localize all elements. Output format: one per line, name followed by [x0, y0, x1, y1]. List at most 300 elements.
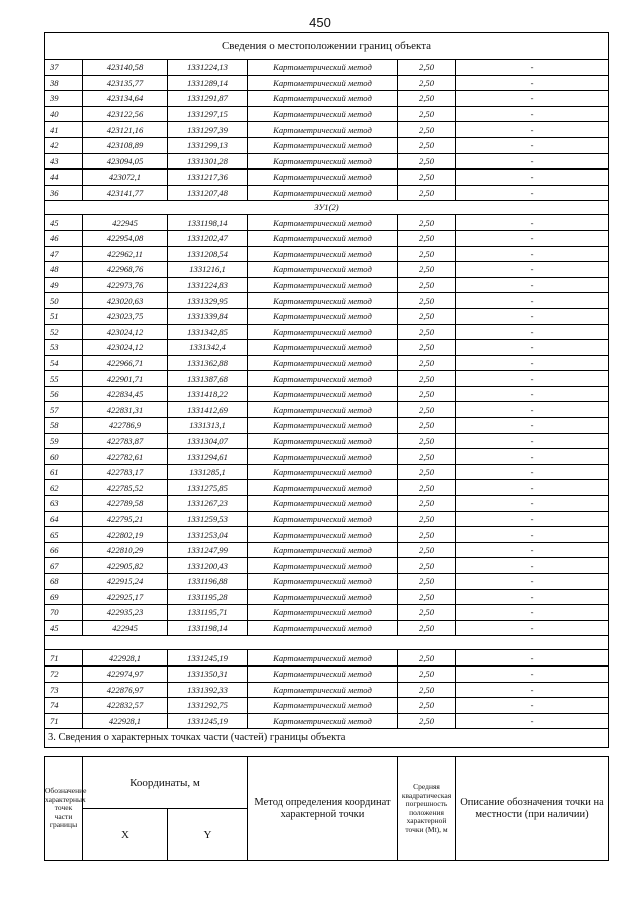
mean-error: 2,50: [398, 246, 456, 262]
description: -: [456, 324, 609, 340]
method: Картометрический метод: [248, 589, 398, 605]
description: -: [456, 713, 609, 729]
coord-x: 422966,71: [83, 355, 168, 371]
method: Картометрический метод: [248, 464, 398, 480]
description: -: [456, 542, 609, 558]
coord-x: 422945: [83, 215, 168, 231]
mean-error: 2,50: [398, 215, 456, 231]
zu-label: ЗУ1(2): [45, 201, 609, 215]
description: -: [456, 511, 609, 527]
table-row: [45, 650, 609, 666]
table-row: [45, 308, 609, 324]
table-row: [45, 480, 609, 496]
coord-y: 1331291,87: [168, 91, 248, 107]
point-number: 63: [45, 496, 83, 512]
coord-y: 1331202,47: [168, 230, 248, 246]
coord-y: 1331224,83: [168, 277, 248, 293]
point-number: 50: [45, 293, 83, 309]
mean-error: 2,50: [398, 682, 456, 698]
point-number: 61: [45, 464, 83, 480]
method: Картометрический метод: [248, 293, 398, 309]
header-description: Описание обозначения точки на местности (при наличии): [456, 757, 609, 861]
method: Картометрический метод: [248, 682, 398, 698]
point-number: 36: [45, 185, 83, 201]
table-title: Сведения о местоположении границ объекта: [45, 33, 609, 60]
mean-error: 2,50: [398, 75, 456, 91]
header-mean-error: Средняя квадратическая погрешность положения характерной точки (Mt), м: [398, 757, 456, 861]
table-row: [45, 511, 609, 527]
description: -: [456, 308, 609, 324]
coord-x: 422831,31: [83, 402, 168, 418]
description: -: [456, 185, 609, 201]
mean-error: 2,50: [398, 558, 456, 574]
coord-x: 423135,77: [83, 75, 168, 91]
point-number: 54: [45, 355, 83, 371]
table-row: [45, 185, 609, 201]
point-number: 59: [45, 433, 83, 449]
coord-x: 423141,77: [83, 185, 168, 201]
table-row: [45, 682, 609, 698]
point-number: 56: [45, 386, 83, 402]
mean-error: 2,50: [398, 371, 456, 387]
method: Картометрический метод: [248, 605, 398, 621]
method: Картометрический метод: [248, 106, 398, 122]
mean-error: 2,50: [398, 169, 456, 185]
coord-x: 422783,87: [83, 433, 168, 449]
coord-y: 1331301,28: [168, 153, 248, 169]
method: Картометрический метод: [248, 169, 398, 185]
coord-x: 422786,9: [83, 418, 168, 434]
mean-error: 2,50: [398, 277, 456, 293]
table-row: [45, 277, 609, 293]
coord-x: 422783,17: [83, 464, 168, 480]
method: Картометрический метод: [248, 91, 398, 107]
table-row: [45, 75, 609, 91]
coord-y: 1331387,68: [168, 371, 248, 387]
page-number: 450: [309, 15, 331, 30]
coord-x: 423108,89: [83, 137, 168, 153]
table-row: [45, 60, 609, 76]
method: Картометрический метод: [248, 511, 398, 527]
table-row: [45, 713, 609, 729]
mean-error: 2,50: [398, 589, 456, 605]
point-number: 53: [45, 340, 83, 356]
method: Картометрический метод: [248, 355, 398, 371]
method: Картометрический метод: [248, 480, 398, 496]
mean-error: 2,50: [398, 106, 456, 122]
method: Картометрический метод: [248, 558, 398, 574]
method: Картометрический метод: [248, 215, 398, 231]
description: -: [456, 106, 609, 122]
coord-y: 1331247,99: [168, 542, 248, 558]
mean-error: 2,50: [398, 449, 456, 465]
table-row: [45, 340, 609, 356]
coord-y: 1331259,53: [168, 511, 248, 527]
description: -: [456, 386, 609, 402]
mean-error: 2,50: [398, 185, 456, 201]
description: -: [456, 91, 609, 107]
method: Картометрический метод: [248, 340, 398, 356]
point-number: 55: [45, 371, 83, 387]
header-point-designation: Обозначение характерных точек части границы: [45, 757, 83, 861]
method: Картометрический метод: [248, 496, 398, 512]
mean-error: 2,50: [398, 511, 456, 527]
coord-y: 1331292,75: [168, 698, 248, 714]
mean-error: 2,50: [398, 650, 456, 666]
separator: [45, 636, 609, 650]
description: -: [456, 371, 609, 387]
point-number: 66: [45, 542, 83, 558]
coord-x: 422834,45: [83, 386, 168, 402]
mean-error: 2,50: [398, 433, 456, 449]
coord-y: 1331245,19: [168, 713, 248, 729]
coord-x: 423024,12: [83, 340, 168, 356]
coord-y: 1331198,14: [168, 215, 248, 231]
table-row: [45, 246, 609, 262]
mean-error: 2,50: [398, 386, 456, 402]
point-number: 46: [45, 230, 83, 246]
point-number: 62: [45, 480, 83, 496]
description: -: [456, 60, 609, 76]
description: -: [456, 558, 609, 574]
method: Картометрический метод: [248, 418, 398, 434]
coord-y: 1331342,85: [168, 324, 248, 340]
mean-error: 2,50: [398, 620, 456, 636]
method: Картометрический метод: [248, 698, 398, 714]
coord-y: 1331208,54: [168, 246, 248, 262]
coord-x: 422945: [83, 620, 168, 636]
coord-y: 1331299,13: [168, 137, 248, 153]
section-heading: 3. Сведения о характерных точках части (частей) границы объекта: [45, 729, 609, 748]
coord-y: 1331362,88: [168, 355, 248, 371]
coord-x: 422905,82: [83, 558, 168, 574]
coord-y: 1331216,1: [168, 262, 248, 278]
mean-error: 2,50: [398, 574, 456, 590]
section-heading-row: [45, 729, 609, 748]
method: Картометрический метод: [248, 666, 398, 682]
point-number: 67: [45, 558, 83, 574]
table-row: [45, 293, 609, 309]
coord-x: 422925,17: [83, 589, 168, 605]
description: -: [456, 137, 609, 153]
point-number: 69: [45, 589, 83, 605]
coord-y: 1331217,36: [168, 169, 248, 185]
coord-y: 1331392,33: [168, 682, 248, 698]
table-row: [45, 464, 609, 480]
method: Картометрический метод: [248, 542, 398, 558]
description: -: [456, 589, 609, 605]
coord-x: 422832,57: [83, 698, 168, 714]
description: -: [456, 449, 609, 465]
point-number: 58: [45, 418, 83, 434]
point-number: 39: [45, 91, 83, 107]
point-number: 74: [45, 698, 83, 714]
mean-error: 2,50: [398, 496, 456, 512]
table-row: [45, 558, 609, 574]
table-row: [45, 449, 609, 465]
mean-error: 2,50: [398, 308, 456, 324]
description: -: [456, 153, 609, 169]
mean-error: 2,50: [398, 60, 456, 76]
coord-x: 422968,76: [83, 262, 168, 278]
coord-x: 422915,24: [83, 574, 168, 590]
zu-label-row: [45, 201, 609, 215]
coord-x: 423072,1: [83, 169, 168, 185]
point-number: 44: [45, 169, 83, 185]
method: Картометрический метод: [248, 324, 398, 340]
method: Картометрический метод: [248, 650, 398, 666]
coord-x: 422974,97: [83, 666, 168, 682]
coord-y: 1331195,71: [168, 605, 248, 621]
coord-y: 1331285,1: [168, 464, 248, 480]
mean-error: 2,50: [398, 666, 456, 682]
coord-y: 1331297,15: [168, 106, 248, 122]
description: -: [456, 620, 609, 636]
coord-x: 422810,29: [83, 542, 168, 558]
table-row: [45, 230, 609, 246]
mean-error: 2,50: [398, 324, 456, 340]
coord-x: 423122,56: [83, 106, 168, 122]
coord-y: 1331200,43: [168, 558, 248, 574]
coord-y: 1331224,13: [168, 60, 248, 76]
description: -: [456, 293, 609, 309]
point-number: 43: [45, 153, 83, 169]
coord-y: 1331304,07: [168, 433, 248, 449]
table-row: [45, 418, 609, 434]
description: -: [456, 246, 609, 262]
coord-y: 1331275,85: [168, 480, 248, 496]
method: Картометрический метод: [248, 449, 398, 465]
point-number: 45: [45, 620, 83, 636]
description: -: [456, 75, 609, 91]
table-row: [45, 666, 609, 682]
table-row: [45, 574, 609, 590]
point-number: 47: [45, 246, 83, 262]
coord-y: 1331198,14: [168, 620, 248, 636]
method: Картометрический метод: [248, 75, 398, 91]
method: Картометрический метод: [248, 527, 398, 543]
point-number: 71: [45, 713, 83, 729]
table-row: [45, 620, 609, 636]
table-row: [45, 355, 609, 371]
mean-error: 2,50: [398, 122, 456, 138]
table-row: [45, 153, 609, 169]
separator-row: [45, 636, 609, 650]
description: -: [456, 418, 609, 434]
coord-y: 1331350,31: [168, 666, 248, 682]
description: -: [456, 698, 609, 714]
header-coordinates: Координаты, м: [83, 757, 248, 809]
description: -: [456, 682, 609, 698]
method: Картометрический метод: [248, 262, 398, 278]
method: Картометрический метод: [248, 246, 398, 262]
table-row: [45, 324, 609, 340]
table-row: [45, 137, 609, 153]
mean-error: 2,50: [398, 713, 456, 729]
coord-y: 1331207,48: [168, 185, 248, 201]
coord-y: 1331342,4: [168, 340, 248, 356]
method: Картометрический метод: [248, 620, 398, 636]
coord-x: 422789,58: [83, 496, 168, 512]
coord-y: 1331253,04: [168, 527, 248, 543]
table-row: [45, 91, 609, 107]
coord-x: 423094,05: [83, 153, 168, 169]
table-row: [45, 106, 609, 122]
method: Картометрический метод: [248, 230, 398, 246]
description: -: [456, 496, 609, 512]
table-row: [45, 122, 609, 138]
description: -: [456, 215, 609, 231]
coord-x: 423134,64: [83, 91, 168, 107]
coord-x: 423024,12: [83, 324, 168, 340]
mean-error: 2,50: [398, 355, 456, 371]
mean-error: 2,50: [398, 605, 456, 621]
coord-x: 422973,76: [83, 277, 168, 293]
description: -: [456, 402, 609, 418]
header-y: Y: [168, 809, 248, 861]
coord-x: 422954,08: [83, 230, 168, 246]
mean-error: 2,50: [398, 418, 456, 434]
table-row: [45, 433, 609, 449]
coord-y: 1331297,39: [168, 122, 248, 138]
coord-y: 1331195,28: [168, 589, 248, 605]
mean-error: 2,50: [398, 527, 456, 543]
coord-y: 1331294,61: [168, 449, 248, 465]
method: Картометрический метод: [248, 386, 398, 402]
method: Картометрический метод: [248, 153, 398, 169]
description: -: [456, 122, 609, 138]
coord-x: 423020,63: [83, 293, 168, 309]
description: -: [456, 340, 609, 356]
mean-error: 2,50: [398, 464, 456, 480]
point-number: 49: [45, 277, 83, 293]
mean-error: 2,50: [398, 480, 456, 496]
description: -: [456, 605, 609, 621]
point-number: 68: [45, 574, 83, 590]
mean-error: 2,50: [398, 293, 456, 309]
coord-x: 422876,97: [83, 682, 168, 698]
description: -: [456, 230, 609, 246]
point-number: 70: [45, 605, 83, 621]
table-row: [45, 402, 609, 418]
table-row: [45, 698, 609, 714]
description: -: [456, 480, 609, 496]
description: -: [456, 574, 609, 590]
coord-y: 1331418,22: [168, 386, 248, 402]
method: Картометрический метод: [248, 122, 398, 138]
coord-x: 422785,52: [83, 480, 168, 496]
description: -: [456, 527, 609, 543]
point-number: 60: [45, 449, 83, 465]
description: -: [456, 262, 609, 278]
mean-error: 2,50: [398, 542, 456, 558]
table-title-row: [45, 33, 609, 60]
table-row: [45, 542, 609, 558]
point-number: 41: [45, 122, 83, 138]
point-number: 57: [45, 402, 83, 418]
point-number: 52: [45, 324, 83, 340]
mean-error: 2,50: [398, 153, 456, 169]
point-number: 40: [45, 106, 83, 122]
table-row: [45, 527, 609, 543]
table-row: [45, 371, 609, 387]
table-row: [45, 496, 609, 512]
method: Картометрический метод: [248, 371, 398, 387]
mean-error: 2,50: [398, 402, 456, 418]
description: -: [456, 666, 609, 682]
method: Картометрический метод: [248, 433, 398, 449]
coord-x: 422802,19: [83, 527, 168, 543]
description: -: [456, 277, 609, 293]
coord-y: 1331313,1: [168, 418, 248, 434]
table-row: [45, 605, 609, 621]
coord-x: 423140,58: [83, 60, 168, 76]
point-number: 65: [45, 527, 83, 543]
coord-y: 1331289,14: [168, 75, 248, 91]
point-number: 51: [45, 308, 83, 324]
point-number: 48: [45, 262, 83, 278]
point-number: 73: [45, 682, 83, 698]
method: Картометрический метод: [248, 713, 398, 729]
method: Картометрический метод: [248, 277, 398, 293]
table-row: [45, 169, 609, 185]
table-row: [45, 215, 609, 231]
method: Картометрический метод: [248, 185, 398, 201]
point-number: 72: [45, 666, 83, 682]
point-number: 37: [45, 60, 83, 76]
coord-x: 422782,61: [83, 449, 168, 465]
coord-x: 422935,23: [83, 605, 168, 621]
point-number: 71: [45, 650, 83, 666]
header-x: X: [83, 809, 168, 861]
mean-error: 2,50: [398, 698, 456, 714]
coord-x: 423023,75: [83, 308, 168, 324]
coord-x: 422928,1: [83, 713, 168, 729]
table-row: [45, 386, 609, 402]
description: -: [456, 169, 609, 185]
coord-y: 1331412,69: [168, 402, 248, 418]
coord-y: 1331339,84: [168, 308, 248, 324]
coord-y: 1331196,88: [168, 574, 248, 590]
point-number: 38: [45, 75, 83, 91]
mean-error: 2,50: [398, 91, 456, 107]
characteristic-points-header: [44, 756, 609, 861]
description: -: [456, 433, 609, 449]
method: Картометрический метод: [248, 308, 398, 324]
mean-error: 2,50: [398, 340, 456, 356]
coord-x: 423121,16: [83, 122, 168, 138]
method: Картометрический метод: [248, 402, 398, 418]
method: Картометрический метод: [248, 574, 398, 590]
point-number: 64: [45, 511, 83, 527]
coord-y: 1331267,23: [168, 496, 248, 512]
coord-y: 1331329,95: [168, 293, 248, 309]
description: -: [456, 355, 609, 371]
point-number: 45: [45, 215, 83, 231]
mean-error: 2,50: [398, 137, 456, 153]
description: -: [456, 650, 609, 666]
coord-x: 422962,11: [83, 246, 168, 262]
table-row: [45, 589, 609, 605]
method: Картометрический метод: [248, 137, 398, 153]
mean-error: 2,50: [398, 230, 456, 246]
coord-x: 422901,71: [83, 371, 168, 387]
table-row: [45, 262, 609, 278]
boundary-coordinates-table: [44, 32, 609, 748]
description: -: [456, 464, 609, 480]
coord-x: 422928,1: [83, 650, 168, 666]
method: Картометрический метод: [248, 60, 398, 76]
